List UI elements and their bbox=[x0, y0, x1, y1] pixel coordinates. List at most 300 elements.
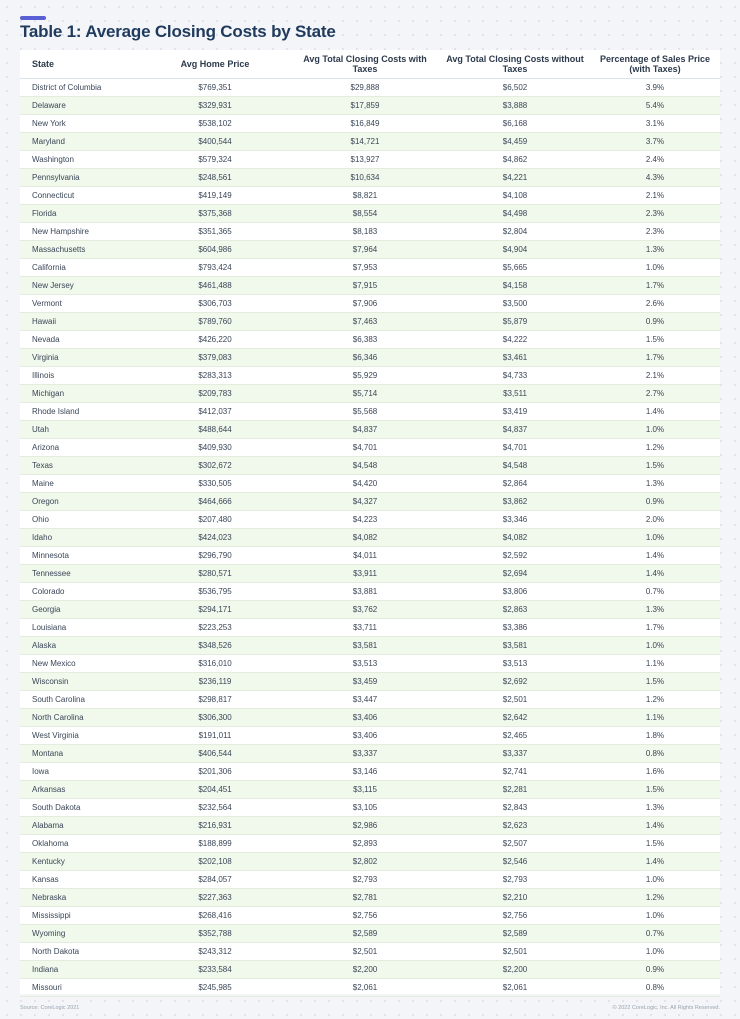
closing-costs-with-taxes-cell: $3,459 bbox=[290, 672, 440, 690]
table-row bbox=[20, 960, 720, 978]
closing-costs-without-taxes-cell: $2,756 bbox=[440, 906, 590, 924]
closing-costs-without-taxes-cell: $4,222 bbox=[440, 330, 590, 348]
closing-costs-with-taxes-cell: $16,849 bbox=[290, 114, 440, 132]
closing-costs-with-taxes-cell: $10,634 bbox=[290, 168, 440, 186]
state-cell: Minnesota bbox=[20, 546, 140, 564]
percentage-cell: 1.3% bbox=[590, 600, 720, 618]
percentage-cell: 1.4% bbox=[590, 564, 720, 582]
state-cell: Maine bbox=[20, 474, 140, 492]
closing-costs-without-taxes-cell: $5,665 bbox=[440, 258, 590, 276]
closing-costs-without-taxes-cell: $4,082 bbox=[440, 528, 590, 546]
table-row bbox=[20, 834, 720, 852]
state-cell: Oklahoma bbox=[20, 834, 140, 852]
table-row bbox=[20, 618, 720, 636]
percentage-cell: 1.4% bbox=[590, 546, 720, 564]
avg-home-price-cell: $426,220 bbox=[140, 330, 290, 348]
state-cell: California bbox=[20, 258, 140, 276]
state-cell: Michigan bbox=[20, 384, 140, 402]
closing-costs-without-taxes-cell: $2,592 bbox=[440, 546, 590, 564]
closing-costs-with-taxes-cell: $3,762 bbox=[290, 600, 440, 618]
state-cell: Kentucky bbox=[20, 852, 140, 870]
closing-costs-with-taxes-cell: $2,781 bbox=[290, 888, 440, 906]
table-row bbox=[20, 636, 720, 654]
state-cell: Kansas bbox=[20, 870, 140, 888]
closing-costs-without-taxes-cell: $2,589 bbox=[440, 924, 590, 942]
state-cell: South Carolina bbox=[20, 690, 140, 708]
state-cell: Illinois bbox=[20, 366, 140, 384]
table-row bbox=[20, 474, 720, 492]
state-cell: Florida bbox=[20, 204, 140, 222]
state-cell: Ohio bbox=[20, 510, 140, 528]
table-row bbox=[20, 762, 720, 780]
closing-costs-without-taxes-cell: $6,168 bbox=[440, 114, 590, 132]
percentage-cell: 0.9% bbox=[590, 492, 720, 510]
closing-costs-with-taxes-cell: $3,337 bbox=[290, 744, 440, 762]
avg-home-price-cell: $330,505 bbox=[140, 474, 290, 492]
table-row bbox=[20, 798, 720, 816]
percentage-cell: 1.0% bbox=[590, 870, 720, 888]
table-row bbox=[20, 114, 720, 132]
percentage-cell: 1.4% bbox=[590, 402, 720, 420]
table-row bbox=[20, 582, 720, 600]
table-row bbox=[20, 204, 720, 222]
percentage-cell: 2.7% bbox=[590, 384, 720, 402]
closing-costs-with-taxes-cell: $4,548 bbox=[290, 456, 440, 474]
state-cell: Georgia bbox=[20, 600, 140, 618]
avg-home-price-cell: $538,102 bbox=[140, 114, 290, 132]
percentage-cell: 1.5% bbox=[590, 780, 720, 798]
closing-costs-with-taxes-cell: $2,802 bbox=[290, 852, 440, 870]
table-card bbox=[20, 50, 720, 994]
closing-costs-with-taxes-cell: $4,082 bbox=[290, 528, 440, 546]
table-row bbox=[20, 924, 720, 942]
closing-costs-with-taxes-cell: $3,911 bbox=[290, 564, 440, 582]
avg-home-price-cell: $283,313 bbox=[140, 366, 290, 384]
closing-costs-without-taxes-cell: $2,061 bbox=[440, 978, 590, 996]
avg-home-price-cell: $296,790 bbox=[140, 546, 290, 564]
closing-costs-without-taxes-cell: $6,502 bbox=[440, 78, 590, 96]
avg-home-price-cell: $294,171 bbox=[140, 600, 290, 618]
percentage-cell: 0.9% bbox=[590, 960, 720, 978]
percentage-cell: 1.0% bbox=[590, 942, 720, 960]
avg-home-price-cell: $243,312 bbox=[140, 942, 290, 960]
avg-home-price-cell: $579,324 bbox=[140, 150, 290, 168]
closing-costs-with-taxes-cell: $3,711 bbox=[290, 618, 440, 636]
closing-costs-with-taxes-cell: $3,881 bbox=[290, 582, 440, 600]
percentage-cell: 3.7% bbox=[590, 132, 720, 150]
percentage-cell: 1.3% bbox=[590, 798, 720, 816]
percentage-cell: 1.8% bbox=[590, 726, 720, 744]
closing-costs-with-taxes-cell: $3,513 bbox=[290, 654, 440, 672]
percentage-cell: 5.4% bbox=[590, 96, 720, 114]
state-cell: South Dakota bbox=[20, 798, 140, 816]
avg-home-price-cell: $268,416 bbox=[140, 906, 290, 924]
table-row bbox=[20, 744, 720, 762]
table-row bbox=[20, 852, 720, 870]
state-cell: Alaska bbox=[20, 636, 140, 654]
closing-costs-with-taxes-cell: $3,447 bbox=[290, 690, 440, 708]
state-cell: North Carolina bbox=[20, 708, 140, 726]
percentage-cell: 2.1% bbox=[590, 366, 720, 384]
avg-home-price-cell: $280,571 bbox=[140, 564, 290, 582]
table-row bbox=[20, 348, 720, 366]
closing-costs-without-taxes-cell: $4,108 bbox=[440, 186, 590, 204]
page-title: Table 1: Average Closing Costs by State bbox=[20, 22, 336, 41]
table-row bbox=[20, 258, 720, 276]
table-row bbox=[20, 654, 720, 672]
closing-costs-without-taxes-cell: $4,904 bbox=[440, 240, 590, 258]
state-cell: Colorado bbox=[20, 582, 140, 600]
avg-home-price-cell: $201,306 bbox=[140, 762, 290, 780]
closing-costs-with-taxes-cell: $5,568 bbox=[290, 402, 440, 420]
avg-home-price-cell: $348,526 bbox=[140, 636, 290, 654]
percentage-cell: 1.4% bbox=[590, 852, 720, 870]
closing-costs-with-taxes-cell: $3,105 bbox=[290, 798, 440, 816]
avg-home-price-cell: $232,564 bbox=[140, 798, 290, 816]
state-cell: Arizona bbox=[20, 438, 140, 456]
closing-costs-without-taxes-cell: $4,158 bbox=[440, 276, 590, 294]
percentage-cell: 1.1% bbox=[590, 708, 720, 726]
closing-costs-without-taxes-cell: $4,548 bbox=[440, 456, 590, 474]
closing-costs-without-taxes-cell: $4,733 bbox=[440, 366, 590, 384]
closing-costs-table bbox=[20, 50, 720, 997]
avg-home-price-cell: $207,480 bbox=[140, 510, 290, 528]
closing-costs-with-taxes-cell: $4,837 bbox=[290, 420, 440, 438]
avg-home-price-cell: $245,985 bbox=[140, 978, 290, 996]
closing-costs-with-taxes-cell: $2,200 bbox=[290, 960, 440, 978]
closing-costs-without-taxes-cell: $3,386 bbox=[440, 618, 590, 636]
copyright-note: © 2022 CoreLogic, Inc. All Rights Reserved. bbox=[612, 1005, 720, 1011]
state-cell: Washington bbox=[20, 150, 140, 168]
avg-home-price-cell: $604,986 bbox=[140, 240, 290, 258]
percentage-cell: 2.4% bbox=[590, 150, 720, 168]
avg-home-price-cell: $536,795 bbox=[140, 582, 290, 600]
percentage-cell: 1.5% bbox=[590, 330, 720, 348]
state-cell: Arkansas bbox=[20, 780, 140, 798]
table-row bbox=[20, 546, 720, 564]
closing-costs-with-taxes-cell: $2,986 bbox=[290, 816, 440, 834]
closing-costs-with-taxes-cell: $3,406 bbox=[290, 708, 440, 726]
state-cell: Missouri bbox=[20, 978, 140, 996]
closing-costs-with-taxes-cell: $2,061 bbox=[290, 978, 440, 996]
table-row bbox=[20, 402, 720, 420]
avg-home-price-cell: $236,119 bbox=[140, 672, 290, 690]
table-row bbox=[20, 150, 720, 168]
table-row bbox=[20, 276, 720, 294]
closing-costs-without-taxes-cell: $2,210 bbox=[440, 888, 590, 906]
state-cell: New Hampshire bbox=[20, 222, 140, 240]
avg-home-price-cell: $769,351 bbox=[140, 78, 290, 96]
closing-costs-without-taxes-cell: $3,513 bbox=[440, 654, 590, 672]
avg-home-price-cell: $227,363 bbox=[140, 888, 290, 906]
table-row bbox=[20, 312, 720, 330]
closing-costs-without-taxes-cell: $2,642 bbox=[440, 708, 590, 726]
closing-costs-with-taxes-cell: $4,327 bbox=[290, 492, 440, 510]
closing-costs-without-taxes-cell: $2,465 bbox=[440, 726, 590, 744]
closing-costs-without-taxes-cell: $4,498 bbox=[440, 204, 590, 222]
percentage-cell: 2.6% bbox=[590, 294, 720, 312]
table-row bbox=[20, 816, 720, 834]
avg-home-price-cell: $188,899 bbox=[140, 834, 290, 852]
closing-costs-with-taxes-cell: $3,115 bbox=[290, 780, 440, 798]
percentage-cell: 1.5% bbox=[590, 456, 720, 474]
closing-costs-with-taxes-cell: $2,501 bbox=[290, 942, 440, 960]
state-cell: New Mexico bbox=[20, 654, 140, 672]
percentage-cell: 1.5% bbox=[590, 672, 720, 690]
table-row bbox=[20, 420, 720, 438]
table-row bbox=[20, 942, 720, 960]
avg-home-price-cell: $298,817 bbox=[140, 690, 290, 708]
closing-costs-with-taxes-cell: $7,915 bbox=[290, 276, 440, 294]
avg-home-price-cell: $248,561 bbox=[140, 168, 290, 186]
closing-costs-without-taxes-cell: $4,837 bbox=[440, 420, 590, 438]
closing-costs-with-taxes-cell: $4,223 bbox=[290, 510, 440, 528]
state-cell: Virginia bbox=[20, 348, 140, 366]
percentage-cell: 1.7% bbox=[590, 348, 720, 366]
avg-home-price-cell: $306,300 bbox=[140, 708, 290, 726]
closing-costs-without-taxes-cell: $5,879 bbox=[440, 312, 590, 330]
avg-home-price-cell: $216,931 bbox=[140, 816, 290, 834]
percentage-cell: 1.0% bbox=[590, 528, 720, 546]
table-row bbox=[20, 222, 720, 240]
state-cell: Montana bbox=[20, 744, 140, 762]
closing-costs-without-taxes-cell: $2,501 bbox=[440, 942, 590, 960]
closing-costs-with-taxes-cell: $4,701 bbox=[290, 438, 440, 456]
closing-costs-with-taxes-cell: $5,714 bbox=[290, 384, 440, 402]
avg-home-price-cell: $412,037 bbox=[140, 402, 290, 420]
avg-home-price-cell: $352,788 bbox=[140, 924, 290, 942]
state-cell: North Dakota bbox=[20, 942, 140, 960]
closing-costs-with-taxes-cell: $3,146 bbox=[290, 762, 440, 780]
column-header-percentage-of-sales-price: Percentage of Sales Price (with Taxes) bbox=[590, 50, 720, 78]
table-row bbox=[20, 564, 720, 582]
percentage-cell: 0.9% bbox=[590, 312, 720, 330]
column-header-closing-costs-without-taxes: Avg Total Closing Costs without Taxes bbox=[440, 50, 590, 78]
avg-home-price-cell: $302,672 bbox=[140, 456, 290, 474]
table-row bbox=[20, 186, 720, 204]
avg-home-price-cell: $306,703 bbox=[140, 294, 290, 312]
percentage-cell: 2.1% bbox=[590, 186, 720, 204]
closing-costs-with-taxes-cell: $4,420 bbox=[290, 474, 440, 492]
closing-costs-with-taxes-cell: $2,893 bbox=[290, 834, 440, 852]
percentage-cell: 0.8% bbox=[590, 744, 720, 762]
percentage-cell: 3.1% bbox=[590, 114, 720, 132]
avg-home-price-cell: $424,023 bbox=[140, 528, 290, 546]
closing-costs-with-taxes-cell: $3,581 bbox=[290, 636, 440, 654]
closing-costs-without-taxes-cell: $2,843 bbox=[440, 798, 590, 816]
table-row bbox=[20, 690, 720, 708]
percentage-cell: 1.4% bbox=[590, 816, 720, 834]
avg-home-price-cell: $464,666 bbox=[140, 492, 290, 510]
percentage-cell: 1.6% bbox=[590, 762, 720, 780]
table-row bbox=[20, 906, 720, 924]
closing-costs-with-taxes-cell: $3,406 bbox=[290, 726, 440, 744]
avg-home-price-cell: $461,488 bbox=[140, 276, 290, 294]
avg-home-price-cell: $209,783 bbox=[140, 384, 290, 402]
state-cell: Idaho bbox=[20, 528, 140, 546]
avg-home-price-cell: $204,451 bbox=[140, 780, 290, 798]
closing-costs-with-taxes-cell: $5,929 bbox=[290, 366, 440, 384]
avg-home-price-cell: $316,010 bbox=[140, 654, 290, 672]
table-row bbox=[20, 384, 720, 402]
table-row bbox=[20, 330, 720, 348]
percentage-cell: 2.3% bbox=[590, 222, 720, 240]
percentage-cell: 1.3% bbox=[590, 474, 720, 492]
table-body bbox=[20, 78, 720, 996]
table-row bbox=[20, 672, 720, 690]
state-cell: Connecticut bbox=[20, 186, 140, 204]
closing-costs-without-taxes-cell: $3,337 bbox=[440, 744, 590, 762]
avg-home-price-cell: $793,424 bbox=[140, 258, 290, 276]
avg-home-price-cell: $488,644 bbox=[140, 420, 290, 438]
percentage-cell: 1.3% bbox=[590, 240, 720, 258]
table-row bbox=[20, 780, 720, 798]
closing-costs-with-taxes-cell: $7,906 bbox=[290, 294, 440, 312]
closing-costs-without-taxes-cell: $2,281 bbox=[440, 780, 590, 798]
source-note: Source: CoreLogic 2021 bbox=[20, 1005, 80, 1011]
state-cell: Oregon bbox=[20, 492, 140, 510]
percentage-cell: 0.8% bbox=[590, 978, 720, 996]
closing-costs-without-taxes-cell: $2,692 bbox=[440, 672, 590, 690]
table-row bbox=[20, 366, 720, 384]
percentage-cell: 1.1% bbox=[590, 654, 720, 672]
avg-home-price-cell: $409,930 bbox=[140, 438, 290, 456]
closing-costs-without-taxes-cell: $3,461 bbox=[440, 348, 590, 366]
state-cell: Texas bbox=[20, 456, 140, 474]
closing-costs-without-taxes-cell: $3,888 bbox=[440, 96, 590, 114]
table-row bbox=[20, 600, 720, 618]
table-row bbox=[20, 510, 720, 528]
closing-costs-without-taxes-cell: $2,501 bbox=[440, 690, 590, 708]
avg-home-price-cell: $233,584 bbox=[140, 960, 290, 978]
closing-costs-without-taxes-cell: $3,862 bbox=[440, 492, 590, 510]
percentage-cell: 1.0% bbox=[590, 258, 720, 276]
avg-home-price-cell: $284,057 bbox=[140, 870, 290, 888]
closing-costs-without-taxes-cell: $4,459 bbox=[440, 132, 590, 150]
column-header-closing-costs-with-taxes: Avg Total Closing Costs with Taxes bbox=[290, 50, 440, 78]
closing-costs-with-taxes-cell: $7,953 bbox=[290, 258, 440, 276]
percentage-cell: 1.2% bbox=[590, 438, 720, 456]
table-row bbox=[20, 456, 720, 474]
closing-costs-without-taxes-cell: $2,863 bbox=[440, 600, 590, 618]
closing-costs-with-taxes-cell: $6,346 bbox=[290, 348, 440, 366]
avg-home-price-cell: $202,108 bbox=[140, 852, 290, 870]
table-row bbox=[20, 870, 720, 888]
closing-costs-without-taxes-cell: $4,221 bbox=[440, 168, 590, 186]
closing-costs-with-taxes-cell: $2,756 bbox=[290, 906, 440, 924]
closing-costs-with-taxes-cell: $8,554 bbox=[290, 204, 440, 222]
closing-costs-with-taxes-cell: $13,927 bbox=[290, 150, 440, 168]
closing-costs-without-taxes-cell: $3,806 bbox=[440, 582, 590, 600]
percentage-cell: 1.0% bbox=[590, 420, 720, 438]
state-cell: Mississippi bbox=[20, 906, 140, 924]
closing-costs-without-taxes-cell: $3,419 bbox=[440, 402, 590, 420]
header-row bbox=[20, 50, 720, 78]
title-accent-bar bbox=[20, 16, 46, 20]
closing-costs-without-taxes-cell: $2,546 bbox=[440, 852, 590, 870]
table-row bbox=[20, 132, 720, 150]
percentage-cell: 1.0% bbox=[590, 636, 720, 654]
closing-costs-without-taxes-cell: $2,200 bbox=[440, 960, 590, 978]
percentage-cell: 1.7% bbox=[590, 276, 720, 294]
column-header-state: State bbox=[20, 50, 140, 78]
closing-costs-with-taxes-cell: $17,859 bbox=[290, 96, 440, 114]
avg-home-price-cell: $375,368 bbox=[140, 204, 290, 222]
state-cell: Delaware bbox=[20, 96, 140, 114]
avg-home-price-cell: $351,365 bbox=[140, 222, 290, 240]
avg-home-price-cell: $191,011 bbox=[140, 726, 290, 744]
closing-costs-without-taxes-cell: $2,793 bbox=[440, 870, 590, 888]
closing-costs-with-taxes-cell: $6,383 bbox=[290, 330, 440, 348]
closing-costs-without-taxes-cell: $2,864 bbox=[440, 474, 590, 492]
state-cell: Utah bbox=[20, 420, 140, 438]
avg-home-price-cell: $223,253 bbox=[140, 618, 290, 636]
state-cell: Iowa bbox=[20, 762, 140, 780]
closing-costs-with-taxes-cell: $7,463 bbox=[290, 312, 440, 330]
table-row bbox=[20, 528, 720, 546]
avg-home-price-cell: $419,149 bbox=[140, 186, 290, 204]
avg-home-price-cell: $789,760 bbox=[140, 312, 290, 330]
state-cell: Nebraska bbox=[20, 888, 140, 906]
state-cell: Massachusetts bbox=[20, 240, 140, 258]
state-cell: Rhode Island bbox=[20, 402, 140, 420]
percentage-cell: 1.7% bbox=[590, 618, 720, 636]
closing-costs-without-taxes-cell: $2,507 bbox=[440, 834, 590, 852]
state-cell: Indiana bbox=[20, 960, 140, 978]
table-row bbox=[20, 96, 720, 114]
closing-costs-with-taxes-cell: $29,888 bbox=[290, 78, 440, 96]
table-row bbox=[20, 438, 720, 456]
closing-costs-without-taxes-cell: $4,701 bbox=[440, 438, 590, 456]
avg-home-price-cell: $406,544 bbox=[140, 744, 290, 762]
closing-costs-without-taxes-cell: $3,581 bbox=[440, 636, 590, 654]
state-cell: Maryland bbox=[20, 132, 140, 150]
percentage-cell: 1.0% bbox=[590, 906, 720, 924]
table-header bbox=[20, 50, 720, 78]
closing-costs-with-taxes-cell: $2,589 bbox=[290, 924, 440, 942]
closing-costs-without-taxes-cell: $3,346 bbox=[440, 510, 590, 528]
closing-costs-with-taxes-cell: $4,011 bbox=[290, 546, 440, 564]
state-cell: District of Columbia bbox=[20, 78, 140, 96]
table-row bbox=[20, 78, 720, 96]
state-cell: Wyoming bbox=[20, 924, 140, 942]
closing-costs-without-taxes-cell: $4,862 bbox=[440, 150, 590, 168]
column-header-avg-home-price: Avg Home Price bbox=[140, 50, 290, 78]
table-row bbox=[20, 726, 720, 744]
table-row bbox=[20, 294, 720, 312]
closing-costs-without-taxes-cell: $2,623 bbox=[440, 816, 590, 834]
state-cell: Alabama bbox=[20, 816, 140, 834]
percentage-cell: 0.7% bbox=[590, 582, 720, 600]
percentage-cell: 1.5% bbox=[590, 834, 720, 852]
state-cell: Pennsylvania bbox=[20, 168, 140, 186]
table-row bbox=[20, 978, 720, 996]
state-cell: New York bbox=[20, 114, 140, 132]
percentage-cell: 0.7% bbox=[590, 924, 720, 942]
state-cell: Nevada bbox=[20, 330, 140, 348]
percentage-cell: 2.0% bbox=[590, 510, 720, 528]
closing-costs-without-taxes-cell: $3,500 bbox=[440, 294, 590, 312]
state-cell: Tennessee bbox=[20, 564, 140, 582]
percentage-cell: 1.2% bbox=[590, 888, 720, 906]
closing-costs-with-taxes-cell: $8,183 bbox=[290, 222, 440, 240]
percentage-cell: 1.2% bbox=[590, 690, 720, 708]
avg-home-price-cell: $379,083 bbox=[140, 348, 290, 366]
table-row bbox=[20, 492, 720, 510]
percentage-cell: 3.9% bbox=[590, 78, 720, 96]
closing-costs-with-taxes-cell: $14,721 bbox=[290, 132, 440, 150]
avg-home-price-cell: $329,931 bbox=[140, 96, 290, 114]
